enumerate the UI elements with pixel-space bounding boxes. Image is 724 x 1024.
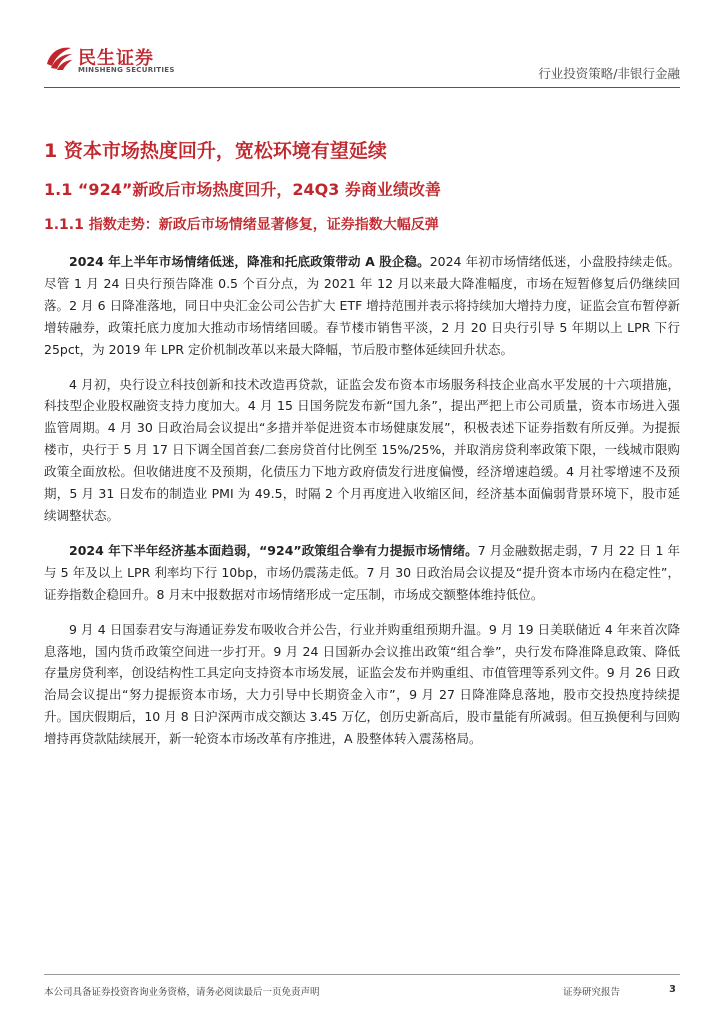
paragraph-1 [44,251,680,361]
page-number: 3 [669,984,676,995]
section-heading-1: 1 资本市场热度回升，宽松环境有望延续 [44,140,387,162]
logo-chinese-name: 民生证券 [78,48,154,69]
minsheng-logo-icon [44,42,74,72]
footer-disclaimer: 本公司具备证券投资咨询业务资格，请务必阅读最后一页免责声明 [44,987,320,998]
logo-english-name: MINSHENG SECURITIES [78,66,175,74]
paragraph-lead: 2024 年下半年经济基本面趋弱，“924”政策组合拳有力提振市场情绪。 [69,542,478,558]
paragraph-4 [44,619,680,750]
paragraph-text: 4 月初，央行设立科技创新和技术改造再贷款，证监会发布资本市场服务科技企业高水平发展的十六项措施，科技型企业股权融资支持力度加大。4 月 15 日国务院发布新“国九条”，提出严把上市公司质量，资本市场进入强监管周期。4 月 30 日政治局会议提出“多措并举促进资本市场健康发展”，积极表述下证券指数有所反弹。为提振楼市，央行于 5 月 17 日下调全国首套/二套房贷首付比例至 15%/25%，并取消房贷利率政策下限，一线城市限购政策全面放松。但收储进度不及预期，化债压力下地方政府债发行进度偏慢，经济增速趋缓。4 月社零增速不及预期，5 月 31 日发布的制造业 PMI 为 49.5，时隔 2 个月再度进入收缩区间，经济基本面偏弱背景环境下，股市延续调整状态。 [44,376,680,523]
page-header [0,0,724,90]
paragraph-text: 7 月金融数据走弱，7 月 22 日 1 年与 5 年及以上 LPR 利率均下行 10bp，市场仍震荡走低。7 月 30 日政治局会议提及“提升资本市场内在稳定性”，证券指数企稳回升。8 月末中报数据对市场情绪形成一定压制，市场成交额整体维持低位。 [44,542,680,602]
footer-divider [44,974,680,975]
section-heading-1-1-1: 1.1.1 指数走势：新政后市场情绪显著修复，证券指数大幅反弹 [44,217,439,233]
report-category: 行业投资策略/非银行金融 [538,66,680,81]
section-heading-1-1: 1.1 “924”新政后市场热度回升，24Q3 券商业绩改善 [44,180,441,199]
paragraph-2 [44,374,680,527]
header-divider [44,87,680,88]
paragraph-text: 2024 年初市场情绪低迷，小盘股持续走低。尽管 1 月 24 日央行预告降准 0.5 个百分点，为 2021 年 12 月以来最大降准幅度，市场在短暂修复后仍继续回落。2 月 6 日降准落地，同日中央汇金公司公告扩大 ETF 增持范围并表示将持续加大增持力度，证监会宣布暂停新增转融券，政策托底力度加大推动市场情绪回暖。春节楼市销售平淡，2 月 20 日央行引导 5 年期以上 LPR 下行 25pct，为 2019 年 LPR 定价机制改革以来最大降幅，节后股市整体延续回升状态。 [44,254,680,357]
company-logo [44,40,184,84]
paragraph-text: 9 月 4 日国泰君安与海通证券发布吸收合并公告，行业并购重组预期升温。9 月 19 日美联储近 4 年来首次降息落地，国内货币政策空间进一步打开。9 月 24 日国新办会议推出政策“组合拳”，央行发布降准降息政策、降低存量房贷利率，创设结构性工具定向支持资本市场发展，证监会发布并购重组、市值管理等系列文件。9 月 26 日政治局会议提出“努力提振资本市场，大力引导中长期资金入市”，9 月 27 日降准降息落地，股市交投热度持续提升。国庆假期后，10 月 8 日沪深两市成交额达 3.45 万亿，创历史新高后，股市量能有所减弱。但互换便利与回购增持再贷款陆续展开，新一轮资本市场改革有序推进，A 股整体转入震荡格局。 [44,621,680,747]
main-content [44,136,680,763]
paragraph-lead: 2024 年上半年市场情绪低迷，降准和托底政策带动 A 股企稳。 [69,254,430,269]
footer-report-type: 证券研究报告 [563,987,621,998]
paragraph-3 [44,540,680,606]
